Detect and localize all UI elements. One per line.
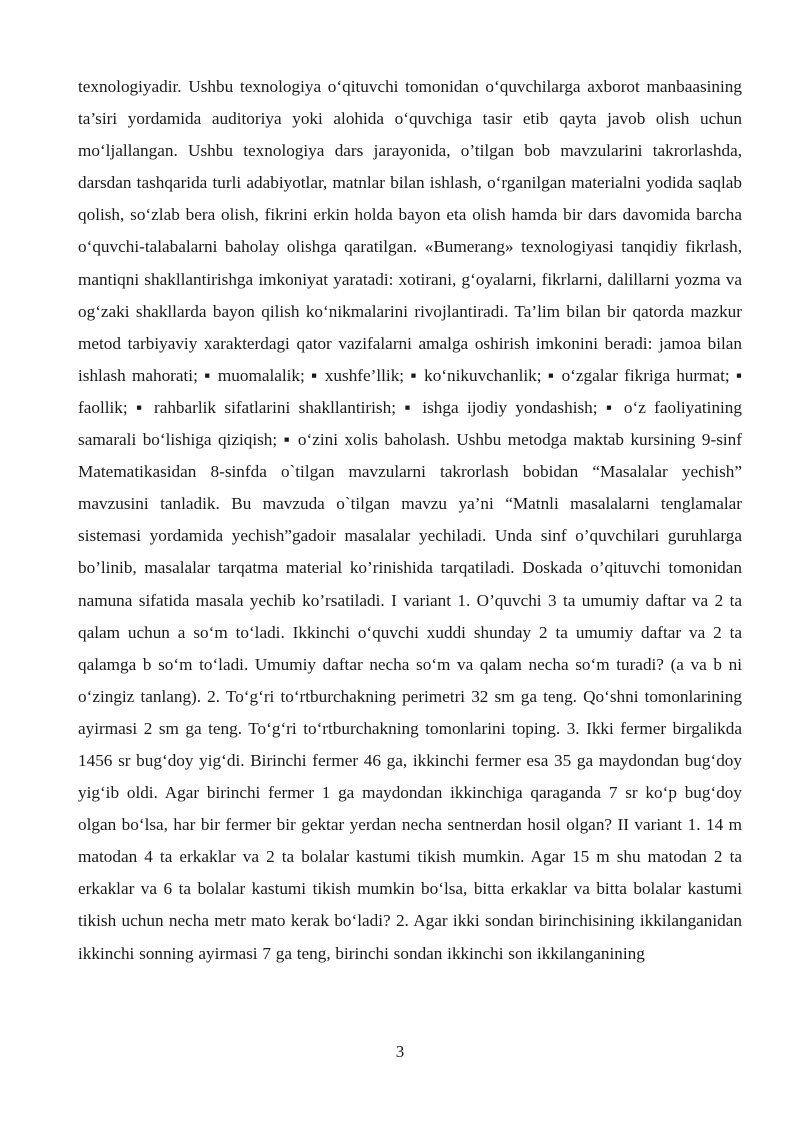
page-number: 3 — [395, 1042, 405, 1061]
body-paragraph: texnologiyadir. Ushbu texnologiya o‘qituvchi tomonidan o‘quvchilarga axborot manbaasining ta’siri yordamida auditoriya yoki alohida o‘quvchiga tasir etib qayta javob olish uchun mo‘ljallangan. Ushbu texnologiya dars jarayonida, o’tilgan bob mavzularini takrorlashda, darsdan tashqarida turli adabiyotlar, matnlar bilan ishlash, o‘rganilgan materialni yodida saqlab qolish, so‘zlab bera olish, fikrini erkin holda bayon eta olish hamda bir dars davomida barcha o‘quvchi-talabalarni baholay olishga qaratilgan. «Bumerang» texnologiyasi tanqidiy fikrlash, mantiqni shakllantirishga imkoniyat yaratadi: xotirani, g‘oyalarni, fikrlarni, dalillarni yozma va og‘zaki shakllarda bayon qilish ko‘nikmalarini rivojlantiradi. Ta’lim bilan bir qatorda mazkur metod tarbiyaviy xarakterdagi qator vazifalarni amalga oshirish imkonini beradi: jamoa bilan ishlash mahorati; ▪ muomalalik; ▪ xushfe’llik; ▪ ko‘nikuvchanlik; ▪ o‘zgalar fikriga hurmat; ▪ faollik; ▪ rahbarlik sifatlarini shakllantirish; ▪ ishga ijodiy yondashish; ▪ o‘z faoliyatining samarali bo‘lishiga qiziqish; ▪ o‘zini xolis baholash. Ushbu metodga maktab kursining 9-sinf Matematikasidan 8-sinfda o`tilgan mavzularni takrorlash bobidan “Masalalar yechish” mavzusini tanladik. Bu mavzuda o`tilgan mavzu ya’ni “Matnli masalalarni tenglamalar sistemasi yordamida yechish”gadoir masalalar yechiladi. Unda sinf o’quvchilari guruhlarga bo’linib, masalalar tarqatma material ko’rinishida tarqatiladi. Doskada o’qituvchi tomonidan namuna sifatida masala yechib ko’rsatiladi. I variant 1. O’quvchi 3 ta umumiy daftar va 2 ta qalam uchun a so‘m to‘ladi. Ikkinchi o‘quvchi xuddi shunday 2 ta umumiy daftar va 2 ta qalamga b so‘m to‘ladi. Umumiy daftar necha so‘m va qalam necha so‘m turadi? (a va b ni o‘zingiz tanlang). 2. To‘g‘ri to‘rtburchakning perimetri 32 sm ga teng. Qo‘shni tomonlarining ayirmasi 2 sm ga teng. To‘g‘ri to‘rtburchakning tomonlarini toping. 3. Ikki fermer birgalikda 1456 sr bug‘doy yig‘di. Birinchi fermer 46 ga, ikkinchi fermer esa 35 ga maydondan bug‘doy yig‘ib oldi. Agar birinchi fermer 1 ga maydondan ikkinchiga qaraganda 7 sr ko‘p bug‘doy olgan bo‘lsa, har bir fermer bir gektar yerdan necha sentnerdan hosil olgan? II variant 1. 14 m matodan 4 ta erkaklar va 2 ta bolalar kastumi tikish mumkin. Agar 15 m shu matodan 2 ta erkaklar va 6 ta bolalar kastumi tikish mumkin bo‘lsa, bitta erkaklar va bitta bolalar kastumi tikish uchun necha metr mato kerak bo‘ladi? 2. Agar ikki sondan birinchisining ikkilanganidan ikkinchi sonning ayirmasi 7 ga teng, birinchi sondan ikkinchi son ikkilanganining — [78, 77, 742, 963]
